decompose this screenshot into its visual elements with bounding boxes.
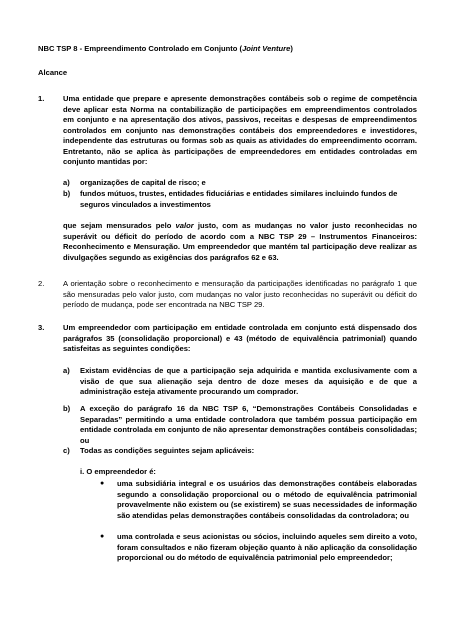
subitem-text: fundos mútuos, trustes, entidades fiduciárias e entidades similares incluindo fundos de seguros vinculados a investimentos [80,189,398,209]
bullet-icon: ● [100,480,105,487]
subitem-text: A exceção do parágrafo 16 da NBC TSP 6, “Demonstrações Contábeis Consolidadas e Separadas” permitindo a uma entidade controladora que também possua participação em entidade controlada em conjunto de não apresentar demonstrações contábeis consolidadas; ou [80,404,417,445]
paragraph-text: A orientação sobre o reconhecimento e mensuração da participações identificadas no parágrafo 1 que são mensuradas pelo valor justo, com mudanças no valor justo reconhecidas no superávit ou déficit do período de mudança, pode ser encontrada na NBC TSP 29. [63,279,417,309]
section-heading: Alcance [38,68,68,77]
paragraph-text: Um empreendedor com participação em entidade controlada em conjunto está dispensado dos parágrafos 35 (consolidação proporcional) e 43 (método de equivalência patrimonial) quando satisfeitas as seguintes condições: [63,323,417,353]
subitem-text: Existam evidências de que a participação seja adquirida e mantida exclusivamente com a visão de que sua alienação seja dentro de doze meses da aquisição e de que a administração esteja ativamente procurando um comprador. [80,366,417,396]
subitem-text: organizações de capital de risco; e [80,178,206,187]
bullet-text: uma subsidiária integral e os usuários das demonstrações contábeis elaboradas segundo a consolidação proporcional ou o método de equivalência patrimonial provavelmente não existem ou (se existirem) se suas necessidades de informação são atendidas pelas demonstrações contábeis consolidadas da controladora; ou [117,479,417,520]
subitem-label: b) [63,189,71,198]
bullet-text: uma controlada e seus acionistas ou sócios, incluindo aqueles sem direito a voto, foram consultados e não fizeram objeção quanto à não aplicação da consolidação proporcional ou do método de equivalência patrimonial pelo empreendedor; [117,532,417,562]
subitem-text: Todas as condições seguintes sejam aplicáveis: [80,446,255,455]
paragraph-closing: que sejam mensurados pelo valor justo, com as mudanças no valor justo reconhecidas no superávit ou déficit do período de acordo com a NBC TSP 29 – Instrumentos Financeiros: Reconhecimento e Mensuração. Um empreendedor que mantém tal participação deve realizar as divulgações segundo as exigências dos parágrafos 62 e 63. [63,221,417,262]
paragraph-text: Uma entidade que prepare e apresente demonstrações contábeis sob o regime de competência deve aplicar esta Norma na contabilização de participações em empreendimentos controlados em conjunto e na apresentação dos ativos, passivos, receitas e despesas de empreendimentos controlados em conjunto nas demonstrações contábeis dos empreendedores e investidores, independente das estruturas ou formas sob as quais as atividades do empreendimento ocorram. Entretanto, não se aplica às participações de empreendedores em entidades controladas em conjunto mantidas por: [63,94,417,166]
subitem-label: c) [63,446,70,455]
item-number: 1. [38,94,45,103]
subitem-label: a) [63,178,70,187]
item-number: 3. [38,323,45,332]
roman-heading: i. O empreendedor é: [80,467,156,476]
document-title: NBC TSP 8 - Empreendimento Controlado em Conjunto (Joint Venture) [38,44,293,53]
subitem-label: a) [63,366,70,375]
bullet-icon: ● [100,533,105,540]
item-number: 2. [38,279,45,288]
subitem-label: b) [63,404,71,413]
